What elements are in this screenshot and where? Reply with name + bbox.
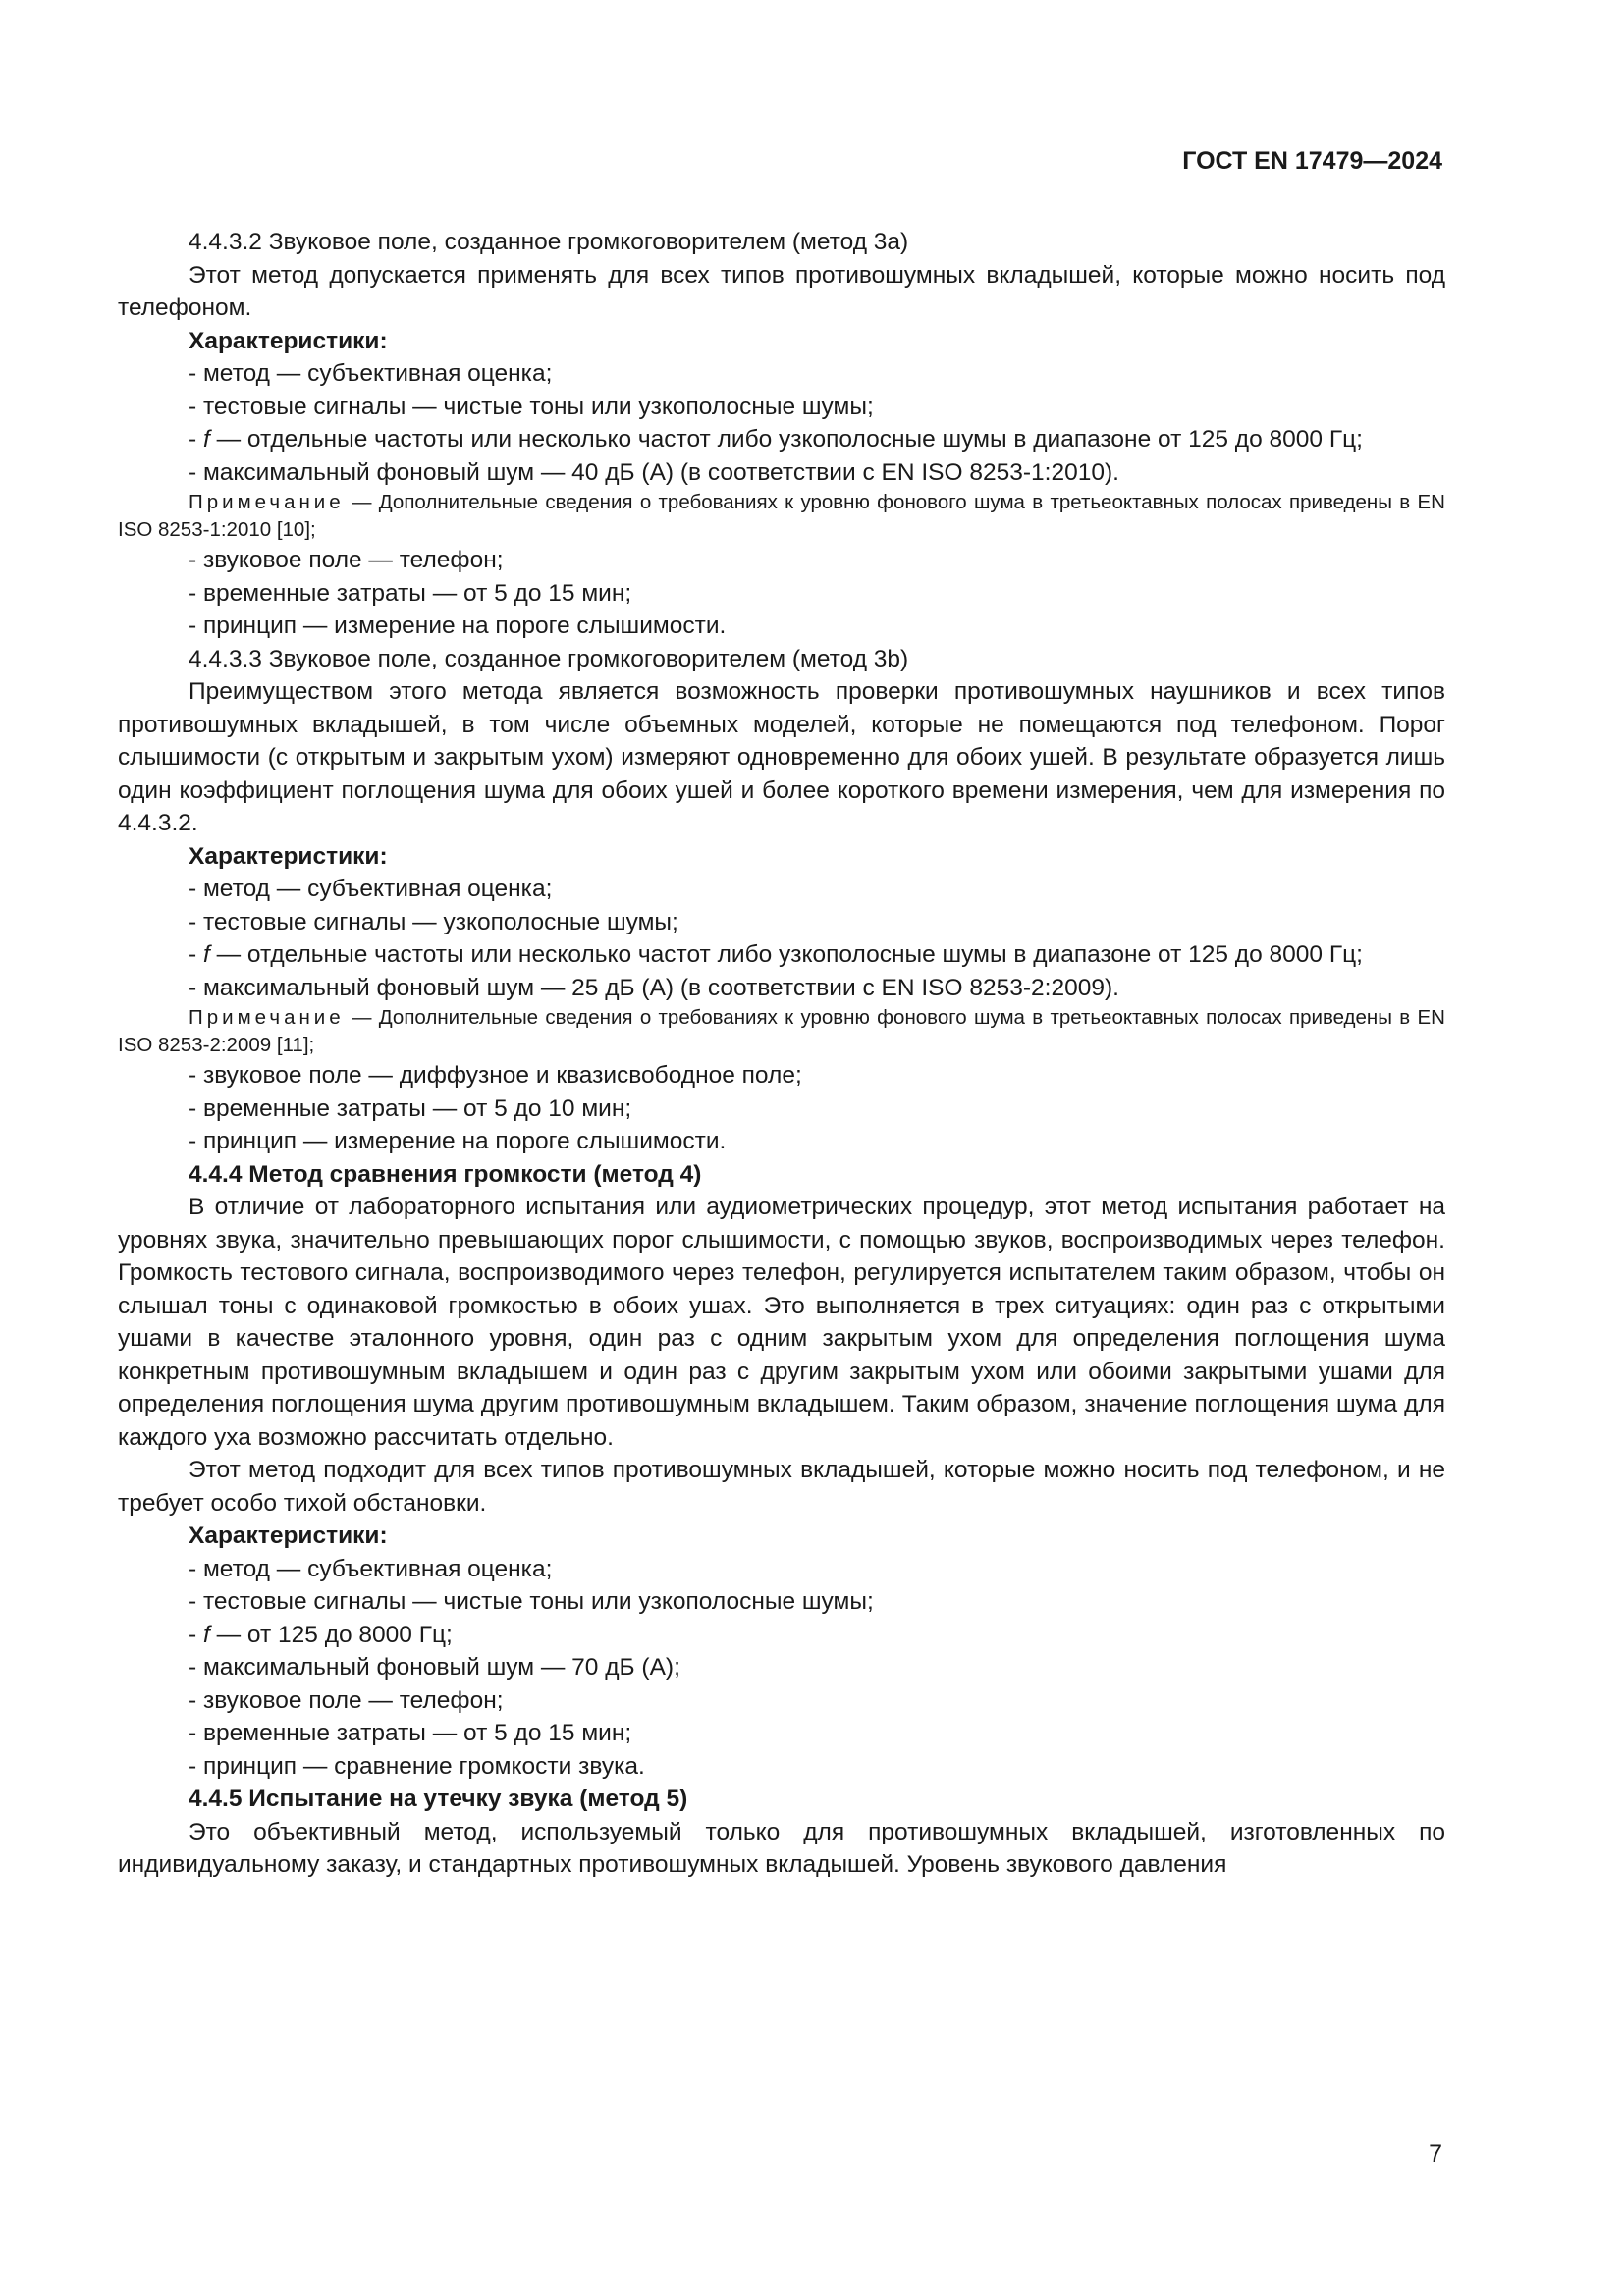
page-body [118,226,1445,1882]
section-heading-4432: 4.4.3.2 Звуковое поле, созданное громкоговорителем (метод 3а) [189,229,909,255]
frequency-symbol: f [202,426,210,453]
list-item: - максимальный фоновый шум — 40 дБ (А) (в соответствии с EN ISO 8253-1:2010). [189,458,1119,486]
list-prefix: - [189,1621,203,1648]
section-paragraph: Этот метод подходит для всех типов противошумных вкладышей, которые можно носить под телефоном, и не требует особо тихой обстановки. [118,1457,1445,1517]
characteristics-label: Характеристики: [189,1522,388,1549]
list-item: - временные затраты — от 5 до 15 мин; [189,579,632,607]
section-paragraph: Это объективный метод, используемый только для противошумных вкладышей, изготовленных по индивидуальному заказу, и стандартных противошумных вкладышей. Уровень звукового давления [118,1818,1445,1878]
frequency-text: — от 125 до 8000 Гц; [209,1621,453,1648]
characteristics-label: Характеристики: [189,842,388,870]
frequency-symbol: f [202,1621,210,1648]
list-item: - максимальный фоновый шум — 70 дБ (А); [189,1654,680,1681]
list-item: - тестовые сигналы — узкополосные шумы; [189,908,678,935]
note-label: Примечание [189,1006,345,1029]
list-item: - метод — субъективная оценка; [189,1555,553,1582]
list-item: - принцип — измерение на пороге слышимости. [189,613,727,639]
section-paragraph: Преимуществом этого метода является возможность проверки противошумных наушников и всех типов противошумных вкладышей, в том числе объемных моделей, которые не помещаются под телефоном. Порог слышимости (с открытым и закрытым ухом) измеряют одновременно для обоих ушей. В результате образуется лишь один коэффициент поглощения шума для обоих ушей и более короткого времени измерения, чем для измерения по 4.4.3.2. [118,678,1445,836]
list-item: - максимальный фоновый шум — 25 дБ (А) (в соответствии с EN ISO 8253-2:2009). [189,974,1119,1001]
frequency-text: — отдельные частоты или несколько частот либо узкополосные шумы в диапазоне от 125 до 8000 Гц; [209,426,1363,453]
list-item: - принцип — сравнение громкости звука. [189,1752,645,1780]
section-paragraph: В отличие от лабораторного испытания или аудиометрических процедур, этот метод испытания работает на уровнях звука, значительно превышающих порог слышимости, с помощью звуков, воспроизводимых через телефон. Громкость тестового сигнала, воспроизводимого через телефон, регулируется испытателем таким образом, чтобы он слышал тоны с одинаковой громкостью в обоих ушах. Это выполняется в трех ситуациях: один раз с открытыми ушами в качестве эталонного уровня, один раз с одним закрытым ухом для определения поглощения шума конкретным противошумным вкладышем и один раз с другим закрытым ухом или обоими закрытыми ушами для определения поглощения шума другим противошумным вкладышем. Таким образом, значение поглощения шума для каждого уха возможно рассчитать отдельно. [118,1194,1445,1451]
note-text: — Дополнительные сведения о требованиях к уровню фонового шума в третьеоктавных полосах приведены в EN ISO 8253-2:2009 [11]; [118,1006,1445,1056]
list-item-frequency [118,938,1445,972]
list-item-frequency [118,1619,1445,1652]
note-paragraph [118,1004,1445,1059]
section-heading-4433: 4.4.3.3 Звуковое поле, созданное громкоговорителем (метод 3b) [189,645,909,672]
frequency-symbol: f [202,941,210,968]
list-prefix: - [189,941,203,968]
list-item-frequency [118,423,1445,456]
list-prefix: - [189,426,203,453]
list-item: - тестовые сигналы — чистые тоны или узкополосные шумы; [189,1588,874,1615]
frequency-text: — отдельные частоты или несколько частот либо узкополосные шумы в диапазоне от 125 до 8000 Гц; [209,941,1363,968]
page-number: 7 [1429,2140,1442,2167]
list-item: - принцип — измерение на пороге слышимости. [189,1128,727,1154]
list-item: - звуковое поле — телефон; [189,547,504,573]
section-heading-444: 4.4.4 Метод сравнения громкости (метод 4) [189,1160,702,1188]
note-paragraph [118,489,1445,544]
list-item: - временные затраты — от 5 до 15 мин; [189,1720,632,1746]
list-item: - звуковое поле — телефон; [189,1686,504,1714]
characteristics-label: Характеристики: [189,327,388,354]
list-item: - звуковое поле — диффузное и квазисвободное поле; [189,1062,802,1089]
list-item: - временные затраты — от 5 до 10 мин; [189,1095,632,1122]
note-text: — Дополнительные сведения о требованиях к уровню фонового шума в третьеоктавных полосах приведены в EN ISO 8253-1:2010 [10]; [118,491,1445,541]
document-id-header: ГОСТ EN 17479—2024 [1182,147,1442,175]
list-item: - метод — субъективная оценка; [189,360,553,387]
section-paragraph: Этот метод допускается применять для всех типов противошумных вкладышей, которые можно носить под телефоном. [118,261,1445,321]
list-item: - метод — субъективная оценка; [189,876,553,902]
note-label: Примечание [189,491,345,513]
section-heading-445: 4.4.5 Испытание на утечку звука (метод 5) [189,1786,688,1812]
list-item: - тестовые сигналы — чистые тоны или узкополосные шумы; [189,393,874,420]
